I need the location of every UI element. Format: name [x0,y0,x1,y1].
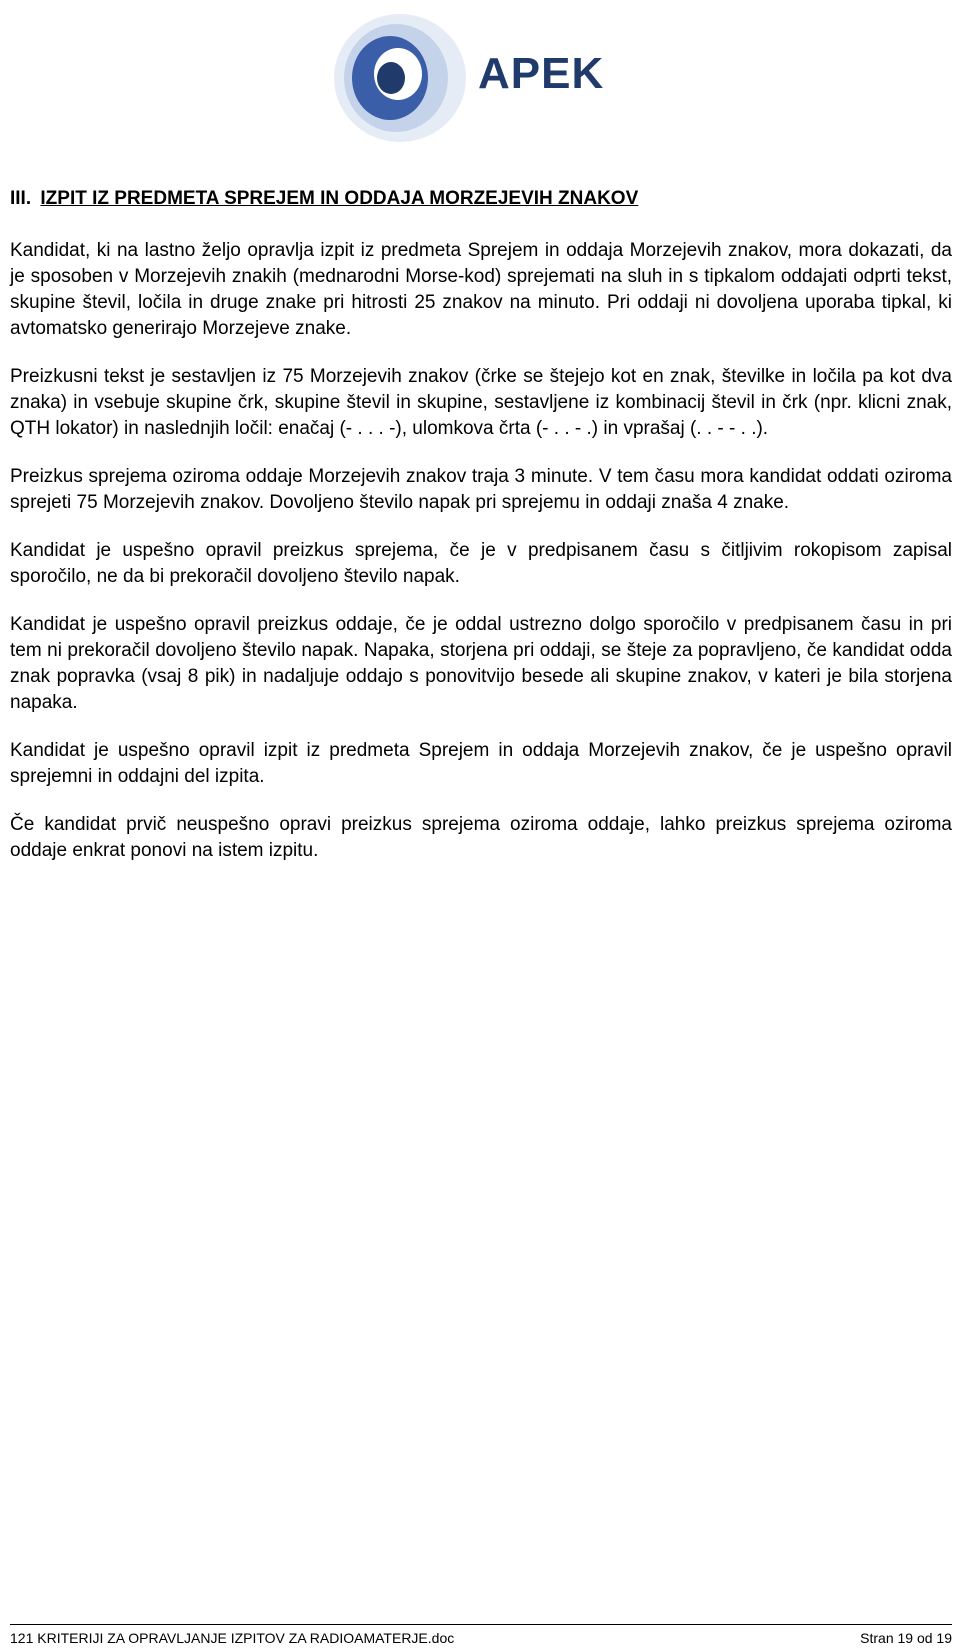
logo-text: APEK [478,49,605,98]
paragraph-send-pass: Kandidat je uspešno opravil preizkus oddaje, če je oddal ustrezno dolgo sporočilo v predpisanem času in pri tem ni prekoračil dovoljeno število napak. Napaka, storjena pri oddaji, se šteje za popravljeno, če kandidat odda znak popravka (vsaj 8 pik) in nadaljuje oddajo s ponovitvijo besede ali skupine znakov, v kateri je bila storjena napaka. [10,614,952,713]
paragraph-exam-pass: Kandidat je uspešno opravil izpit iz predmeta Sprejem in oddaja Morzejevih znakov, če je uspešno opravil sprejemni in oddajni del izpita. [10,740,952,787]
section-number: III. [10,188,32,209]
apek-logo-mark [328,8,478,146]
footer-filename: 121 KRITERIJI ZA OPRAVLJANJE IZPITOV ZA RADIOAMATERJE.doc [10,1630,455,1646]
paragraph-test-text: Preizkusni tekst je sestavljen iz 75 Morzejevih znakov (črke se štejejo kot en znak, številke in ločila pa kot dva znaka) in vsebuje skupine črk, skupine števil in skupine, sestavljene iz kombinacij števil in črk (npr. klicni znak, QTH lokator) in naslednjih ločil: enačaj (- . . . -), ulomkova črta (- . . - .) in vprašaj (. . - - . .). [10,366,952,439]
paragraph-receive-pass: Kandidat je uspešno opravil preizkus sprejema, če je v predpisanem času s čitljivim rokopisom zapisal sporočilo, ne da bi prekoračil dovoljeno število napak. [10,540,952,587]
page-footer [10,1624,952,1647]
paragraph-intro: Kandidat, ki na lastno željo opravlja izpit iz predmeta Sprejem in oddaja Morzejevih znakov, mora dokazati, da je sposoben v Morzejevih znakih (mednarodni Morse-kod) sprejemati na sluh in s tipkalom oddajati odprti tekst, skupine števil, ločila in druge znake pri hitrosti 25 znakov na minuto. Pri oddaji ni dovoljena uporaba tipkal, ki avtomatsko generirajo Morzejeve znake. [10,240,952,339]
section-title: IZPIT IZ PREDMETA SPREJEM IN ODDAJA MORZEJEVIH ZNAKOV [40,188,639,209]
section-heading [10,186,952,212]
paragraph-duration: Preizkus sprejema oziroma oddaje Morzejevih znakov traja 3 minute. V tem času mora kandidat oddati oziroma sprejeti 75 Morzejevih znakov. Dovoljeno število napak pri sprejemu in oddaji znaša 4 znake. [10,466,952,513]
paragraph-retry: Če kandidat prvič neuspešno opravi preizkus sprejema oziroma oddaje, lahko preizkus sprejema oziroma oddaje enkrat ponovi na istem izpitu. [10,814,952,861]
apek-logo [328,8,605,146]
document-body [10,186,952,886]
footer-page-number: Stran 19 od 19 [860,1630,952,1646]
